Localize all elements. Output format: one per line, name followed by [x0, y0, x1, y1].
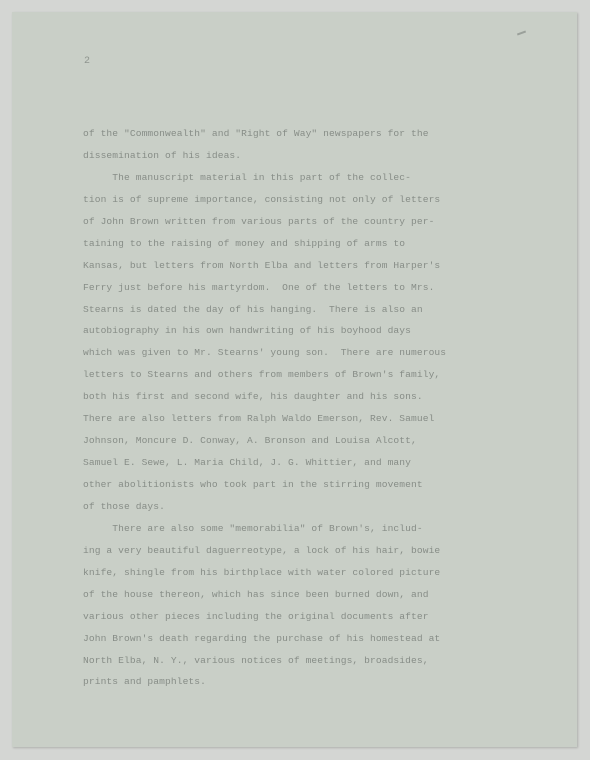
text-line: John Brown's death regarding the purchase of his homestead at	[83, 632, 441, 644]
text-line: taining to the raising of money and shipping of arms to	[83, 237, 406, 249]
page-number: 2	[84, 56, 91, 67]
text-line: knife, shingle from his birthplace with water colored picture	[83, 566, 441, 578]
text-line: other abolitionists who took part in the stirring movement	[83, 479, 423, 490]
text-line: of the house thereon, which has since been burned down, and	[83, 588, 429, 600]
text-line: North Elba, N. Y., various notices of meetings, broadsides,	[83, 654, 429, 666]
text-line: dissemination of his ideas.	[83, 149, 242, 161]
text-line: both his first and second wife, his daughter and his sons.	[83, 391, 423, 403]
text-line: The manuscript material in this part of the collec-	[83, 171, 412, 183]
text-line: autobiography in his own handwriting of his boyhood days	[83, 325, 412, 337]
text-line: of those days.	[83, 500, 166, 512]
text-line: Kansas, but letters from North Elba and letters from Harper's	[83, 259, 441, 271]
text-line: There are also some "memorabilia" of Brown's, includ-	[83, 522, 423, 534]
text-line: of the "Commonwealth" and "Right of Way" newspapers for the	[83, 128, 429, 139]
pencil-mark	[517, 31, 526, 36]
text-line: letters to Stearns and others from members of Brown's family,	[83, 369, 441, 381]
document-page	[12, 12, 577, 747]
text-line: There are also letters from Ralph Waldo Emerson, Rev. Samuel	[83, 413, 435, 425]
text-line: which was given to Mr. Stearns' young son. There are numerous	[83, 347, 447, 359]
text-line: Johnson, Moncure D. Conway, A. Bronson and Louisa Alcott,	[83, 435, 417, 447]
text-line: Stearns is dated the day of his hanging. There is also an	[83, 303, 423, 315]
body-text	[83, 123, 513, 693]
text-line: of John Brown written from various parts of the country per-	[83, 215, 435, 227]
text-line: prints and pamphlets.	[83, 676, 207, 688]
text-line: ing a very beautiful daguerreotype, a lock of his hair, bowie	[83, 544, 441, 556]
text-line: tion is of supreme importance, consisting not only of letters	[83, 193, 441, 205]
text-line: Ferry just before his martyrdom. One of the letters to Mrs.	[83, 281, 435, 293]
text-line: Samuel E. Sewe, L. Maria Child, J. G. Whittier, and many	[83, 457, 412, 469]
text-line: various other pieces including the original documents after	[83, 610, 429, 622]
